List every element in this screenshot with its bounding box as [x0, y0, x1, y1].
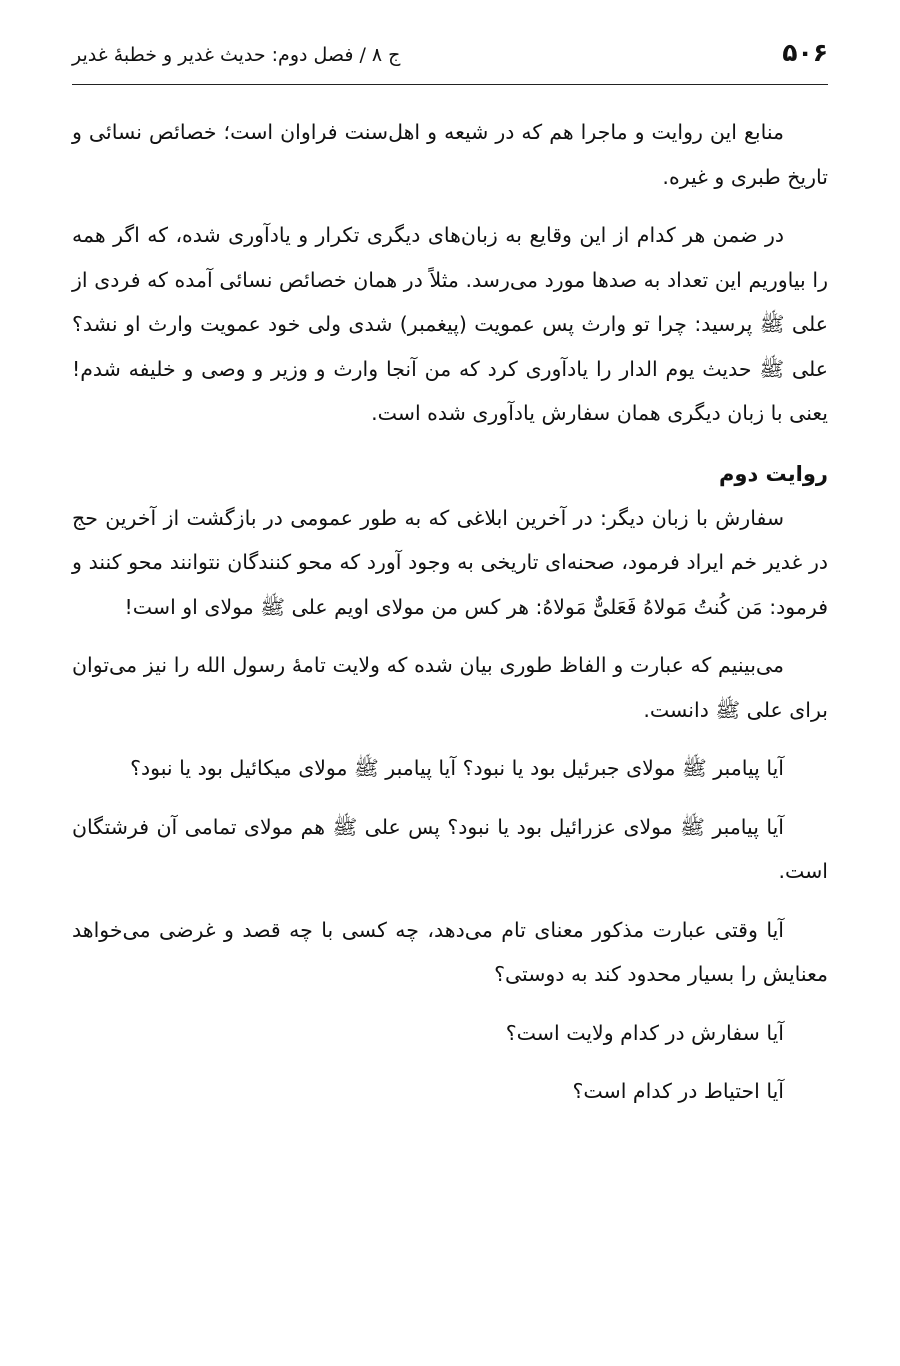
- running-title: ج ۸ / فصل دوم: حدیث غدیر و خطبهٔ غدیر: [72, 44, 401, 66]
- paragraph-wording: می‌بینیم که عبارت و الفاظ طوری بیان شده که ولایت تامهٔ رسول الله را نیز می‌توان برای علی ﷺ دانست.: [72, 653, 828, 722]
- page-number: ۵۰۶: [782, 38, 828, 67]
- question-azrael: آیا پیامبر ﷺ مولای عزرائیل بود یا نبود؟ پس علی ﷺ هم مولای تمامی آن فرشتگان است.: [72, 814, 828, 883]
- question-gabriel-michael: آیا پیامبر ﷺ مولای جبرئیل بود یا نبود؟ آیا پیامبر ﷺ مولای میکائیل بود یا نبود؟: [130, 756, 784, 780]
- section-heading: روایت دوم: [719, 461, 828, 486]
- running-header: [72, 36, 828, 80]
- paragraph-sources: منابع این روایت و ماجرا هم که در شیعه و اهل‌سنت فراوان است؛ خصائص نسائی و تاریخ طبری و غیره.: [72, 120, 828, 189]
- page-body: [72, 110, 828, 1114]
- question-meaning: آیا وقتی عبارت مذکور معنای تام می‌دهد، چه کسی با چه قصد و غرضی می‌خواهد معنایش را بسیار محدود کند به دوستی؟: [72, 917, 828, 986]
- paragraph-ghadir: سفارش با زبان دیگر: در آخرین ابلاغی که به طور عمومی در بازگشت از آخرین حج در غدیر خم ایراد فرمود، صحنه‌ای تاریخی به وجود آورد که محو کنندگان نتوانند محو کنند و فرمود: مَن کُنتُ مَولاهُ فَعَلیٌّ مَولاهُ: هر کس من مولای اویم علی ﷺ مولای او است!: [72, 505, 828, 619]
- paragraph-repetition: در ضمن هر کدام از این وقایع به زبان‌های دیگری تکرار و یادآوری شده، که اگر همه را بیاوریم این تعداد به صدها مورد می‌رسد. مثلاً در همان خصائص نسائی آمده که فردی از علی ﷺ پرسید: چرا تو وارث پس عمویت (پیغمبر) شدی ولی خود عمویت وارث او نشد؟ علی ﷺ حدیث یوم الدار را یادآوری کرد که من آنجا وارث و وزیر و وصی و خلیفه شدم! یعنی با زبان دیگری همان سفارش یادآوری شده است.: [72, 223, 828, 425]
- question-caution: آیا احتیاط در کدام است؟: [572, 1079, 784, 1103]
- question-advice: آیا سفارش در کدام ولایت است؟: [505, 1020, 784, 1045]
- header-divider: [72, 84, 828, 85]
